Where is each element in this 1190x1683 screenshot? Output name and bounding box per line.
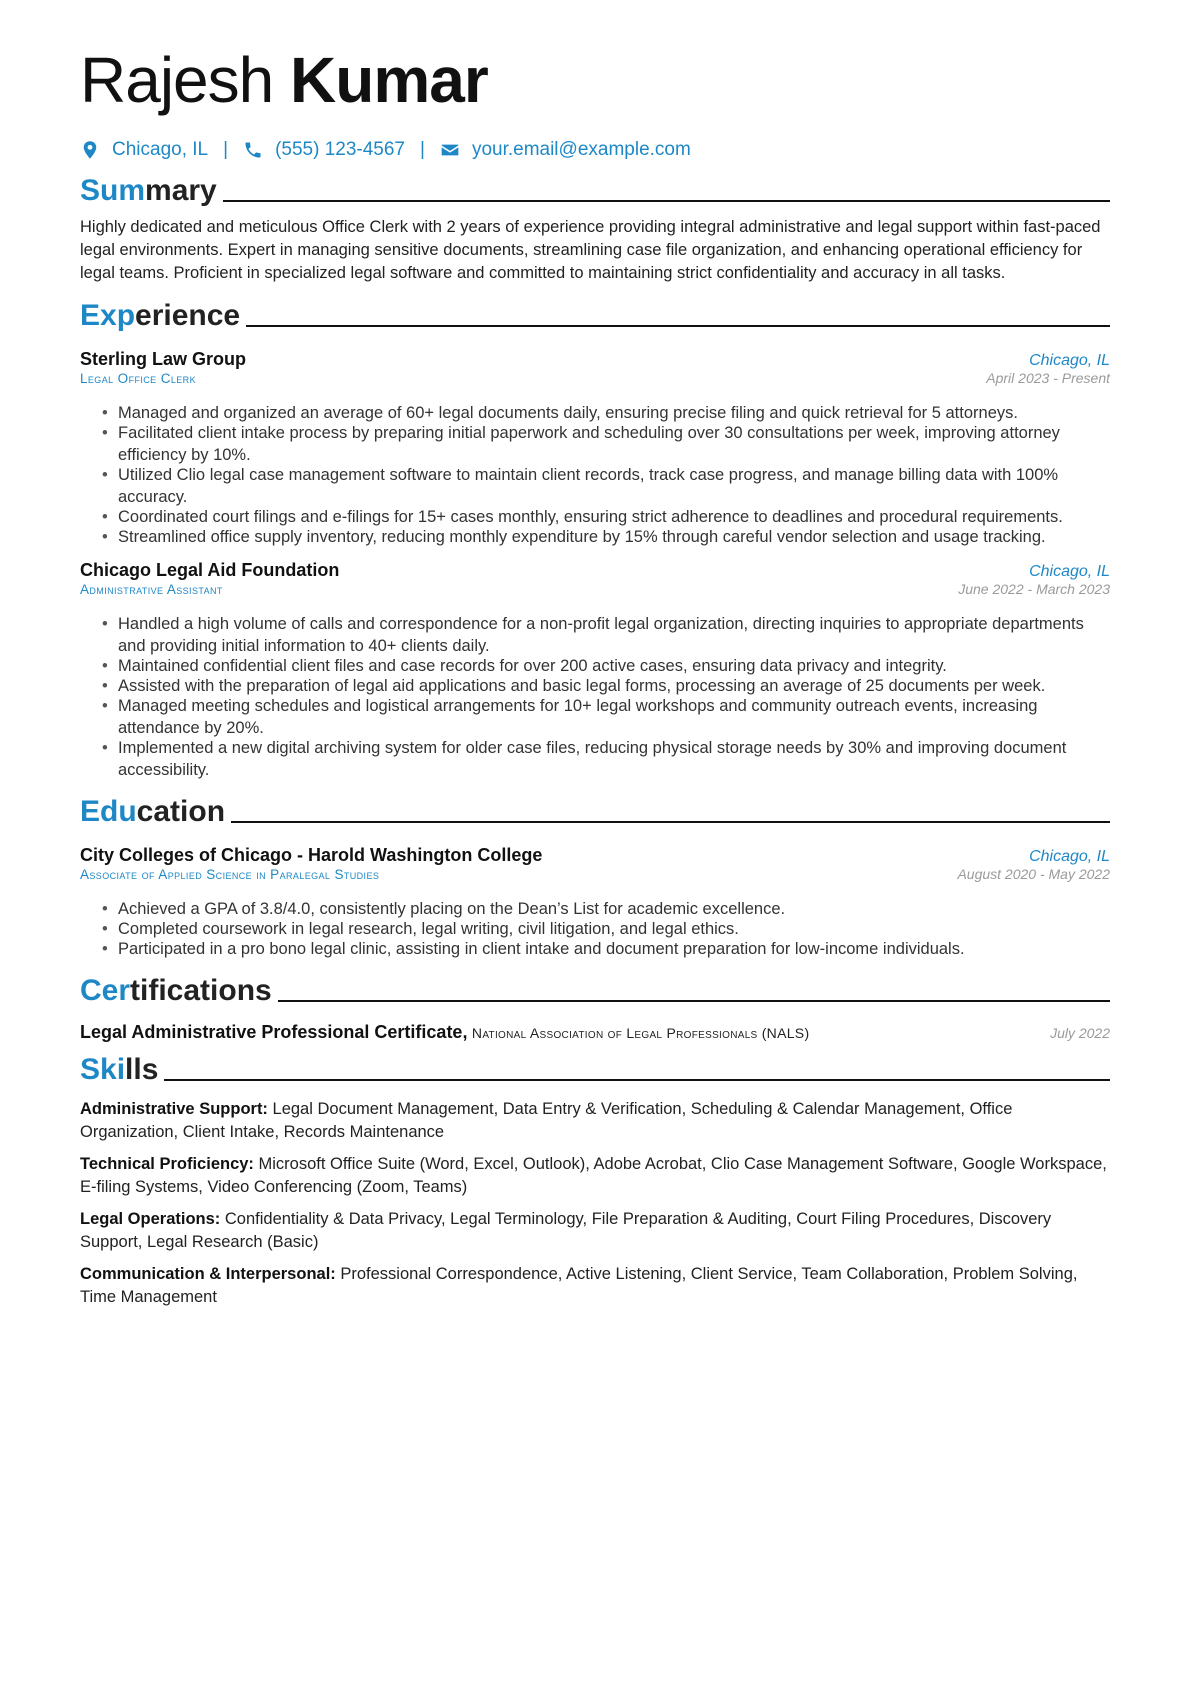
list-item: • Utilized Clio legal case management software to maintain client records, track case progress, and manage billing data with 100% accuracy. [118,464,1110,508]
skill-label: Technical Proficiency: [80,1155,254,1173]
section-title: Skills [80,1053,159,1086]
experience-entry [80,560,1110,781]
degree-title: Associate of Applied Science in Paralegal Studies [80,867,380,882]
entry-dates: August 2020 - May 2022 [957,866,1110,882]
section-certifications-heading [80,970,1110,1010]
section-title: Summary [80,174,217,207]
skill-label: Legal Operations: [80,1210,221,1228]
certificate-name: Legal Administrative Professional Certificate [80,1022,463,1042]
section-title: Education [80,795,226,828]
email-text: your.email@example.com [471,139,691,160]
achievement-list [80,898,1110,960]
section-education-heading [80,791,1110,831]
list-item: • Maintained confidential client files and case records for over 200 active cases, ensuring data privacy and integrity. [118,655,1110,677]
first-name: Rajesh [80,44,274,116]
entry-location: Chicago, IL [1029,352,1110,369]
list-item: • Implemented a new digital archiving system for older case files, reducing physical storage needs by 30% and improving document accessibility. [118,737,1110,781]
job-title: Administrative Assistant [80,582,223,597]
achievement-list [80,613,1110,781]
list-item: • Coordinated court filings and e-filings for 15+ cases monthly, ensuring strict adherence to deadlines and procedural requirements. [118,506,1110,528]
skill-value: Professional Correspondence, Active Listening, Client Service, Team Collaboration, Problem Solving, Time Management [80,1265,1078,1306]
list-item: • Assisted with the preparation of legal aid applications and basic legal forms, processing an average of 25 documents per week. [118,675,1110,697]
section-rule [164,1079,1110,1081]
list-item: • Achieved a GPA of 3.8/4.0, consistently placing on the Dean’s List for academic excellence. [118,898,1110,920]
section-rule [231,821,1110,823]
list-item: • Handled a high volume of calls and correspondence for a non-profit legal organization, directing inquiries to appropriate departments and providing initial information to 40+ clients daily. [118,613,1110,657]
contact-email[interactable] [440,139,691,161]
certificate-issuer: National Association of Legal Professionals (NALS) [471,1025,810,1041]
skill-value: Confidentiality & Data Privacy, Legal Terminology, File Preparation & Auditing, Court Filing Procedures, Discovery Support, Legal Research (Basic) [80,1210,1052,1251]
experience-entry [80,349,1110,548]
section-rule [278,1000,1110,1002]
list-item: • Managed and organized an average of 60+ legal documents daily, ensuring precise filing and quick retrieval for 5 attorneys. [118,402,1110,424]
contact-phone[interactable] [243,139,405,161]
last-name: Kumar [290,44,488,116]
phone-icon [243,140,263,160]
section-title: Experience [80,299,241,332]
contact-location [80,139,208,161]
section-experience-heading [80,295,1110,335]
contact-bar [80,136,1110,164]
entry-dates: June 2022 - March 2023 [958,581,1110,597]
skill-label: Communication & Interpersonal: [80,1265,336,1283]
section-skills-heading [80,1049,1110,1089]
list-item: • Completed coursework in legal research, legal writing, civil litigation, and legal ethics. [118,918,1110,940]
phone-text: (555) 123-4567 [275,139,405,160]
skill-label: Administrative Support: [80,1100,268,1118]
section-summary-heading [80,170,1110,210]
skill-group [80,1098,1110,1144]
skill-group [80,1263,1110,1309]
skill-value: Legal Document Management, Data Entry & Verification, Scheduling & Calendar Management, Office Organization, Client Intake, Records Maintenance [80,1100,1013,1141]
skill-value: Microsoft Office Suite (Word, Excel, Outlook), Adobe Acrobat, Clio Case Management Software, Google Workspace, E-filing Systems, Video Conferencing (Zoom, Teams) [80,1155,1107,1196]
contact-separator: | [420,139,425,160]
entry-location: Chicago, IL [1029,563,1110,580]
map-pin-icon [80,140,100,160]
list-item: • Streamlined office supply inventory, reducing monthly expenditure by 15% through careful vendor selection and usage tracking. [118,526,1110,548]
entry-dates: April 2023 - Present [986,370,1110,386]
certification-entry: Legal Administrative Professional Certificate, National Association of Legal Professionals (NALS) July 2022 [80,1022,1110,1042]
list-item: • Managed meeting schedules and logistical arrangements for 10+ legal workshops and community outreach events, increasing attendance by 20%. [118,695,1110,739]
envelope-icon [440,140,460,160]
candidate-name [80,40,1110,120]
certificate-date: July 2022 [1050,1025,1110,1041]
section-title: Certifications [80,974,272,1007]
location-text: Chicago, IL [112,139,209,160]
education-entry [80,845,1110,960]
employer-name: Chicago Legal Aid Foundation [80,560,340,580]
section-rule [223,200,1110,202]
contact-separator: | [223,139,229,160]
job-title: Legal Office Clerk [80,371,196,386]
skill-group [80,1153,1110,1199]
list-item: • Participated in a pro bono legal clinic, assisting in client intake and document preparation for low-income individuals. [118,938,1110,960]
list-item: • Facilitated client intake process by preparing initial paperwork and scheduling over 30 consultations per week, improving attorney efficiency by 10%. [118,422,1110,466]
school-name: City Colleges of Chicago - Harold Washington College [80,845,543,865]
employer-name: Sterling Law Group [80,349,247,369]
section-rule [246,325,1110,327]
summary-text: Highly dedicated and meticulous Office Clerk with 2 years of experience providing integral administrative and legal support within fast-paced legal environments. Expert in managing sensitive documents, streamlining case file organization, and enhancing operational efficiency for legal teams. Proficient in specialized legal software and committed to maintaining strict confidentiality and accuracy in all tasks. [80,218,1101,282]
skill-group [80,1208,1110,1254]
achievement-list [80,402,1110,548]
entry-location: Chicago, IL [1029,848,1110,865]
